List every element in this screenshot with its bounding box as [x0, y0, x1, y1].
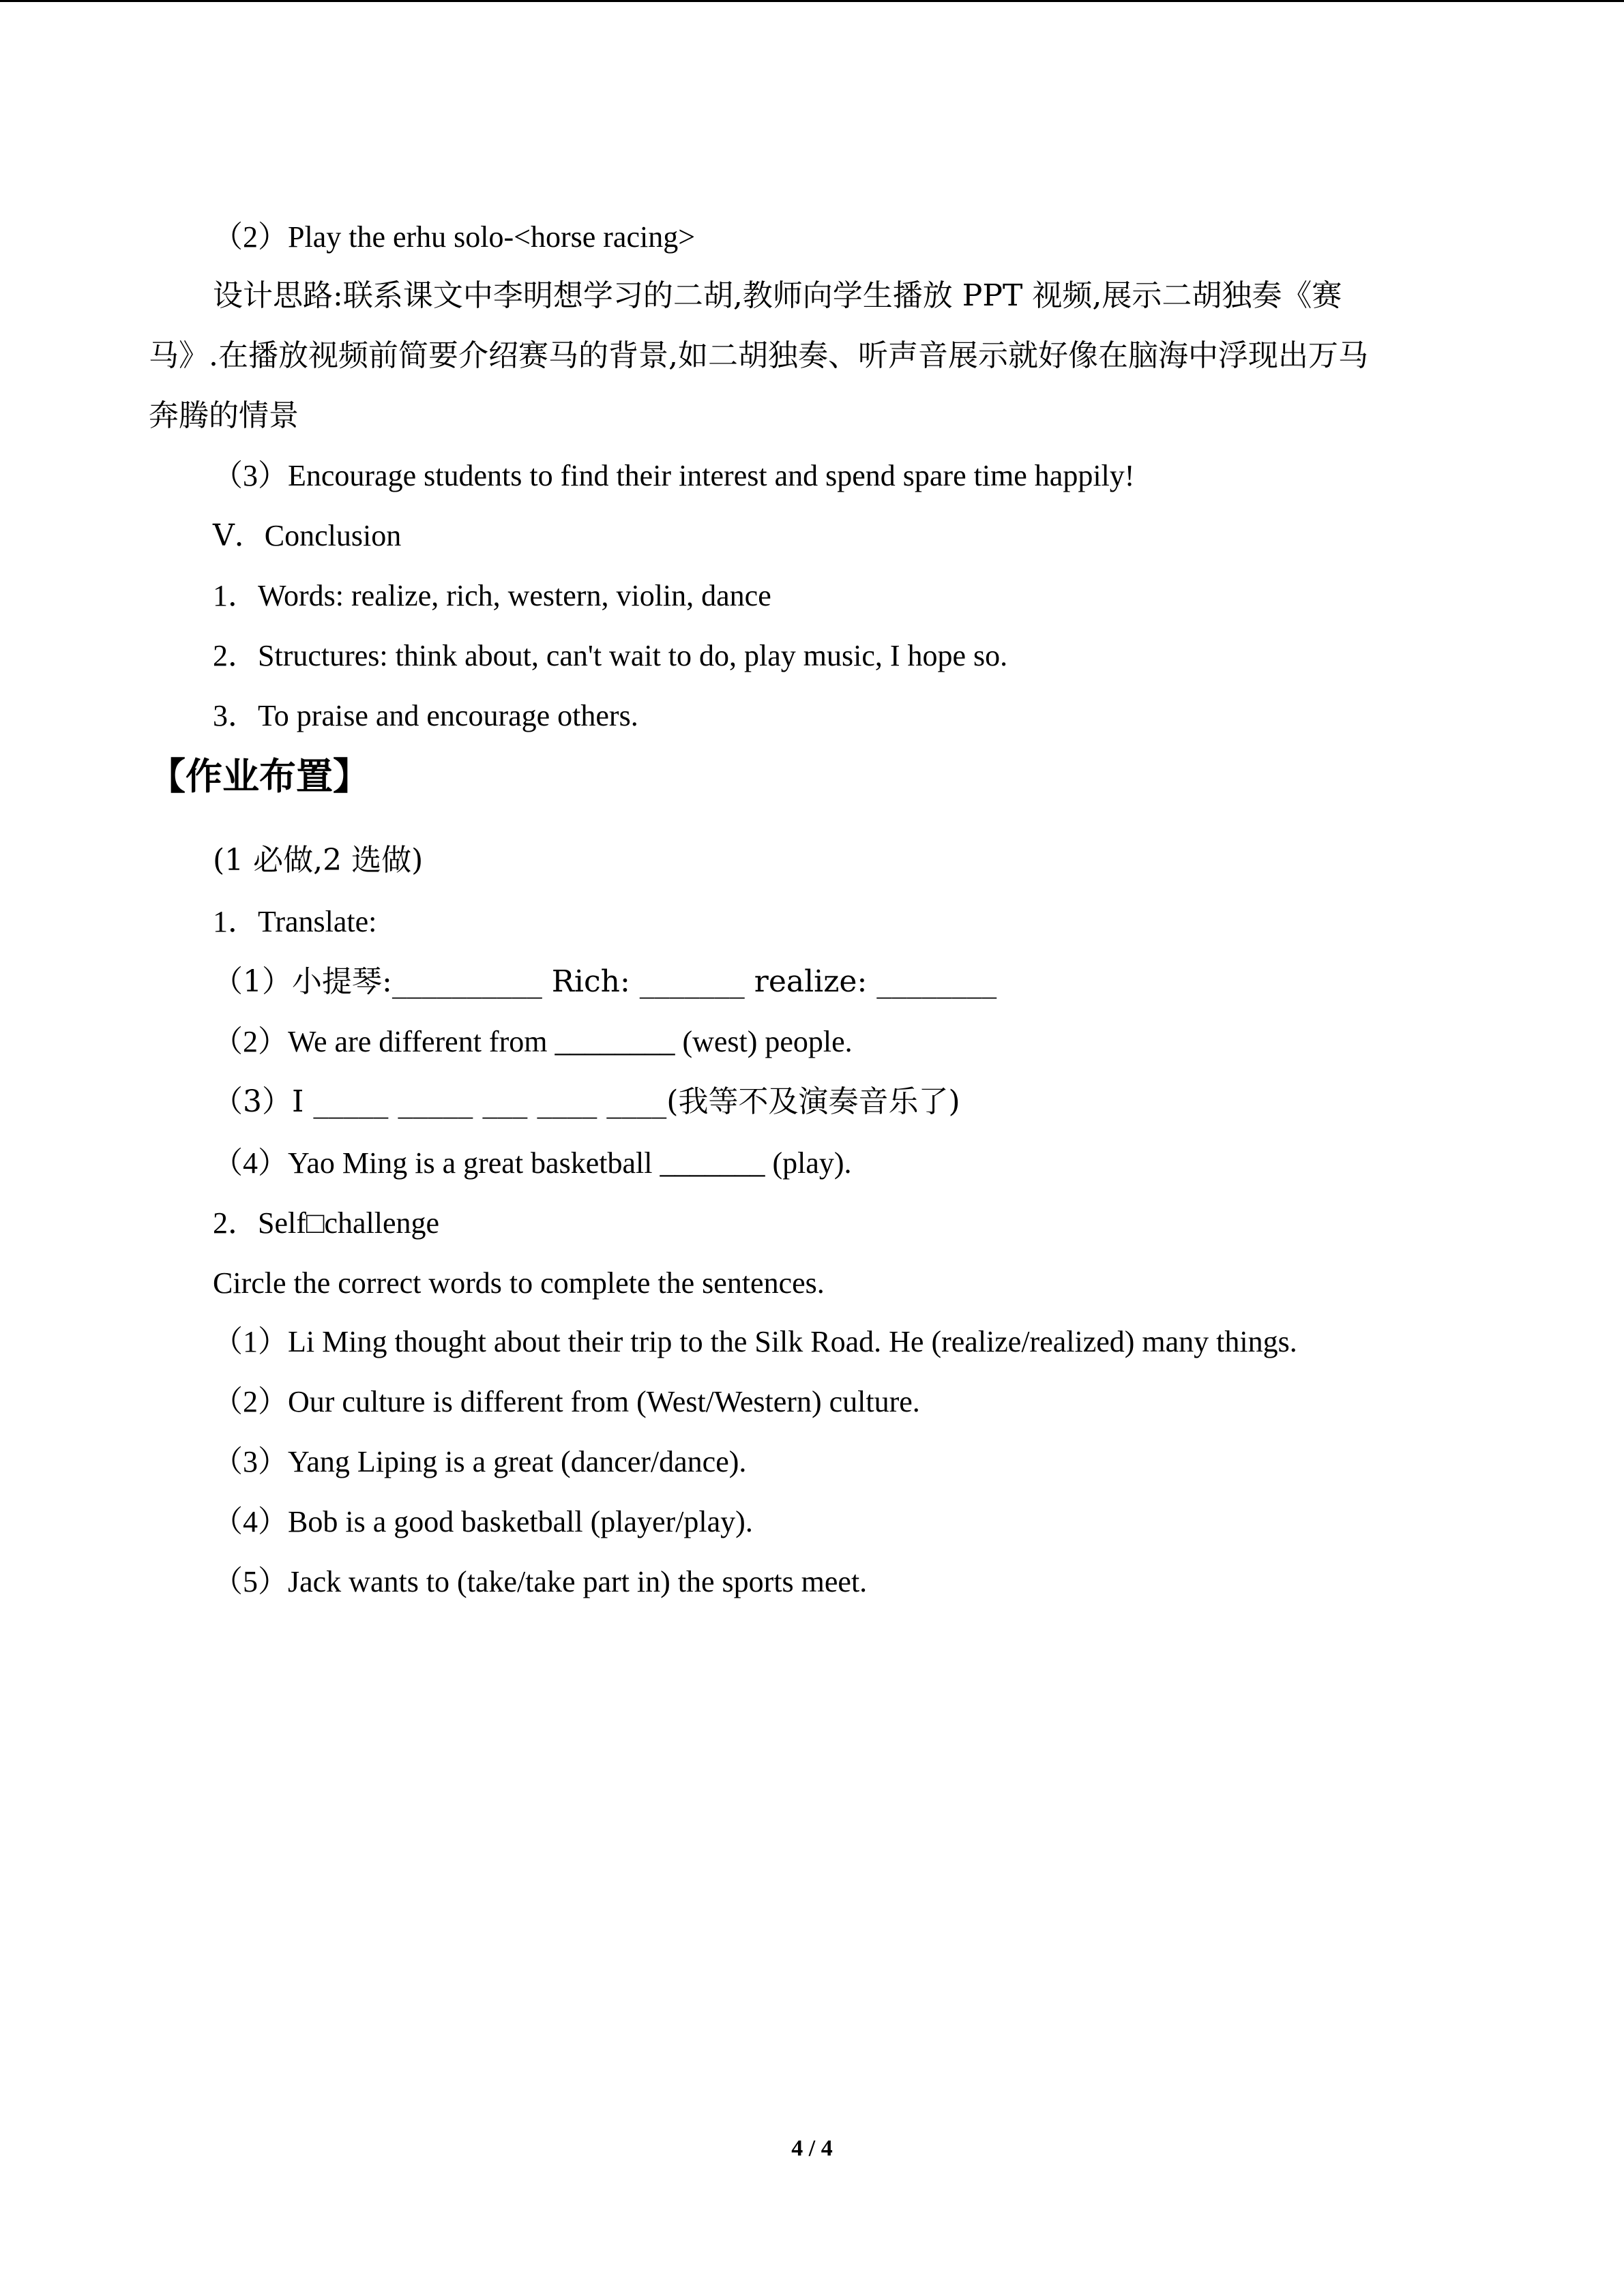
- translate-item-2: （2）We are different from ________ (west) people.: [213, 1025, 853, 1058]
- circle-instruction: Circle the correct words to complete the sentences.: [213, 1266, 825, 1300]
- design-idea-line-1: 设计思路:联系课文中李明想学习的二胡,教师向学生播放 PPT 视频,展示二胡独奏《赛: [213, 278, 1342, 313]
- top-border-line: [0, 0, 1624, 2]
- design-idea-line-2: 马》.在播放视频前简要介绍赛马的背景,如二胡独奏、听声音展示就好像在脑海中浮现出万马: [149, 338, 1368, 373]
- page-number: 4 / 4: [791, 2136, 833, 2161]
- circle-item-1: （1）Li Ming thought about their trip to the Silk Road. He (realize/realized) many things.: [213, 1325, 1297, 1358]
- conclusion-praise: 3．To praise and encourage others.: [213, 699, 638, 732]
- design-idea-line-3: 奔腾的情景: [149, 398, 299, 433]
- activity-item-erhu-solo: （2）Play the erhu solo-<horse racing>: [213, 220, 696, 254]
- activity-item-encourage: （3）Encourage students to find their interest and spend spare time happily!: [213, 459, 1135, 492]
- translate-heading: 1．Translate:: [213, 905, 377, 938]
- translate-item-3: （3）I _____ _____ ___ ____ ____(我等不及演奏音乐了): [213, 1084, 960, 1119]
- translate-item-4: （4）Yao Ming is a great basketball _______ (play).: [213, 1146, 852, 1180]
- circle-item-2: （2）Our culture is different from (West/Western) culture.: [213, 1385, 920, 1418]
- translate-item-1: （1）小提琴:__________ Rich: _______ realize: ________: [213, 964, 997, 999]
- homework-instruction: (1 必做,2 选做): [213, 843, 424, 878]
- circle-item-3: （3）Yang Liping is a great (dancer/dance).: [213, 1445, 747, 1478]
- conclusion-heading: Ⅴ．Conclusion: [213, 519, 402, 552]
- homework-title: 【作业布置】: [149, 755, 370, 798]
- conclusion-words: 1．Words: realize, rich, western, violin, dance: [213, 579, 771, 612]
- circle-item-4: （4）Bob is a good basketball (player/play).: [213, 1505, 753, 1538]
- self-challenge-heading: 2．Self□challenge: [213, 1206, 440, 1240]
- conclusion-structures: 2．Structures: think about, can't wait to do, play music, I hope so.: [213, 639, 1008, 672]
- circle-item-5: （5）Jack wants to (take/take part in) the sports meet.: [213, 1565, 868, 1598]
